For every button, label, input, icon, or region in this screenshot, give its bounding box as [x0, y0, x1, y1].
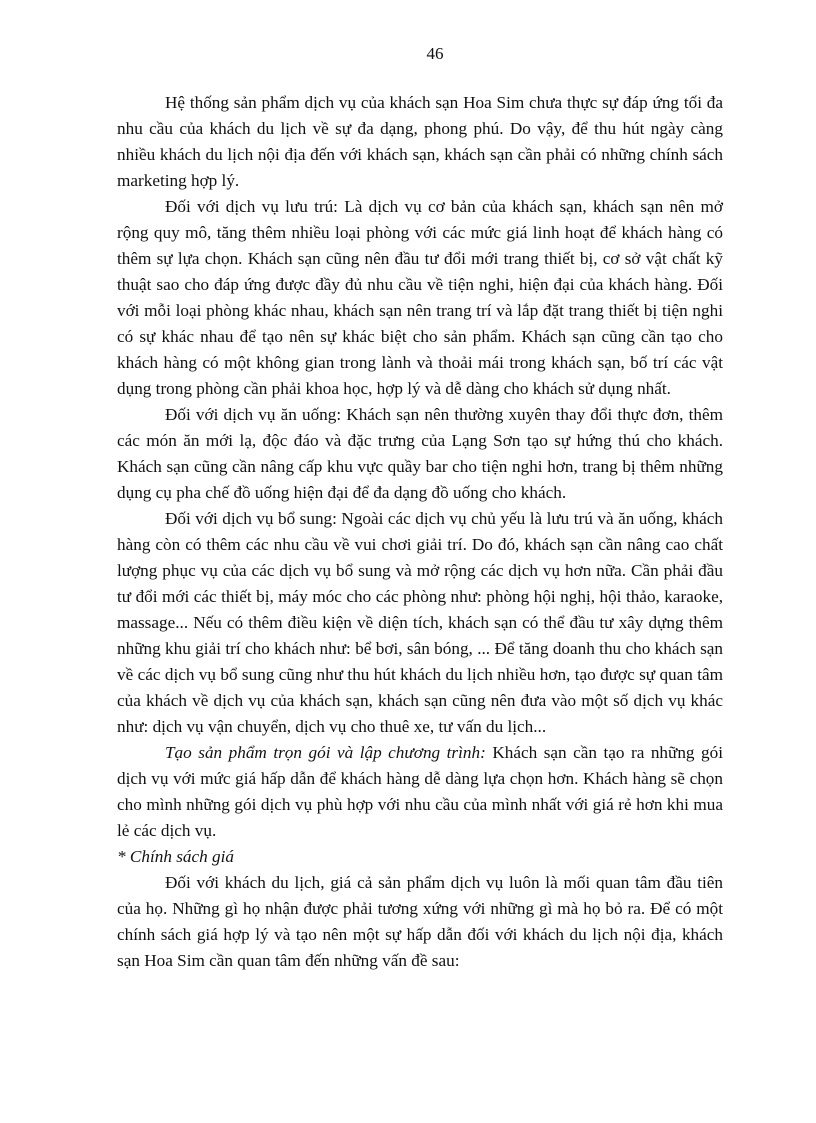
paragraph-package-products [117, 740, 723, 844]
paragraph-supplementary-services: Đối với dịch vụ bổ sung: Ngoài các dịch vụ chủ yếu là lưu trú và ăn uống, khách hàng còn có thêm các nhu cầu về vui chơi giải trí. Do đó, khách sạn cần nâng cao chất lượng phục vụ của các dịch vụ bổ sung và mở rộng các dịch vụ hơn nữa. Cần phải đầu tư đổi mới các thiết bị, máy móc cho các phòng như: phòng hội nghị, hội thảo, karaoke, massage... Nếu có thêm điều kiện về diện tích, khách sạn có thể đầu tư xây dựng thêm những khu giải trí cho khách như: bể bơi, sân bóng, ... Để tăng doanh thu cho khách sạn về các dịch vụ bổ sung cũng như thu hút khách du lịch nhiều hơn, tạo được sự quan tâm của khách về dịch vụ của khách sạn, khách sạn cũng nên đưa vào một số dịch vụ khác như: dịch vụ vận chuyển, dịch vụ cho thuê xe, tư vấn du lịch... [117, 509, 723, 736]
package-products-lead: Tạo sản phẩm trọn gói và lập chương trình: [165, 743, 486, 762]
paragraph-food-beverage: Đối với dịch vụ ăn uống: Khách sạn nên thường xuyên thay đổi thực đơn, thêm các món ăn mới lạ, độc đáo và đặc trưng của Lạng Sơn tạo sự hứng thú cho khách. Khách sạn cũng cần nâng cấp khu vực quầy bar cho tiện nghi hơn, trang bị thêm những dụng cụ pha chế đồ uống hiện đại để đa dạng đồ uống cho khách. [117, 405, 723, 502]
paragraph-product-system: Hệ thống sản phẩm dịch vụ của khách sạn Hoa Sim chưa thực sự đáp ứng tối đa nhu cầu của khách du lịch về sự đa dạng, phong phú. Do vậy, để thu hút ngày càng nhiều khách du lịch nội địa đến với khách sạn, khách sạn cần phải có những chính sách marketing hợp lý. [117, 93, 723, 190]
section-heading-pricing: * Chính sách giá [117, 847, 234, 866]
page-number: 46 [426, 44, 444, 63]
document-body [117, 90, 723, 974]
paragraph-pricing: Đối với khách du lịch, giá cả sản phẩm dịch vụ luôn là mối quan tâm đầu tiên của họ. Những gì họ nhận được phải tương xứng với những gì mà họ bỏ ra. Để có một chính sách giá hợp lý và tạo nên một sự hấp dẫn đối với khách du lịch nội địa, khách sạn Hoa Sim cần quan tâm đến những vấn đề sau: [117, 873, 723, 970]
package-products-text: Khách sạn cần tạo ra những gói dịch vụ với mức giá hấp dẫn để khách hàng dễ dàng lựa chọn hơn. Khách hàng sẽ chọn cho mình những gói dịch vụ phù hợp với nhu cầu của mình nhất với giá rẻ hơn khi mua lẻ các dịch vụ. [117, 743, 724, 840]
paragraph-accommodation: Đối với dịch vụ lưu trú: Là dịch vụ cơ bản của khách sạn, khách sạn nên mở rộng quy mô, tăng thêm nhiều loại phòng với các mức giá linh hoạt để khách hàng có thêm sự lựa chọn. Khách sạn cũng nên đầu tư đổi mới trang thiết bị, cơ sở vật chất kỹ thuật sao cho đáp ứng được đầy đủ nhu cầu về tiện nghi, hiện đại của khách hàng. Đối với mỗi loại phòng khác nhau, khách sạn nên trang trí và lắp đặt trang thiết bị tiện nghi có sự khác nhau để tạo nên sự khác biệt cho sản phẩm. Khách sạn cũng cần tạo cho khách hàng có một không gian trong lành và thoải mái trong khách sạn, bố trí các vật dụng trong phòng cần phải khoa học, hợp lý và dễ dàng cho khách sử dụng nhất. [117, 197, 723, 398]
